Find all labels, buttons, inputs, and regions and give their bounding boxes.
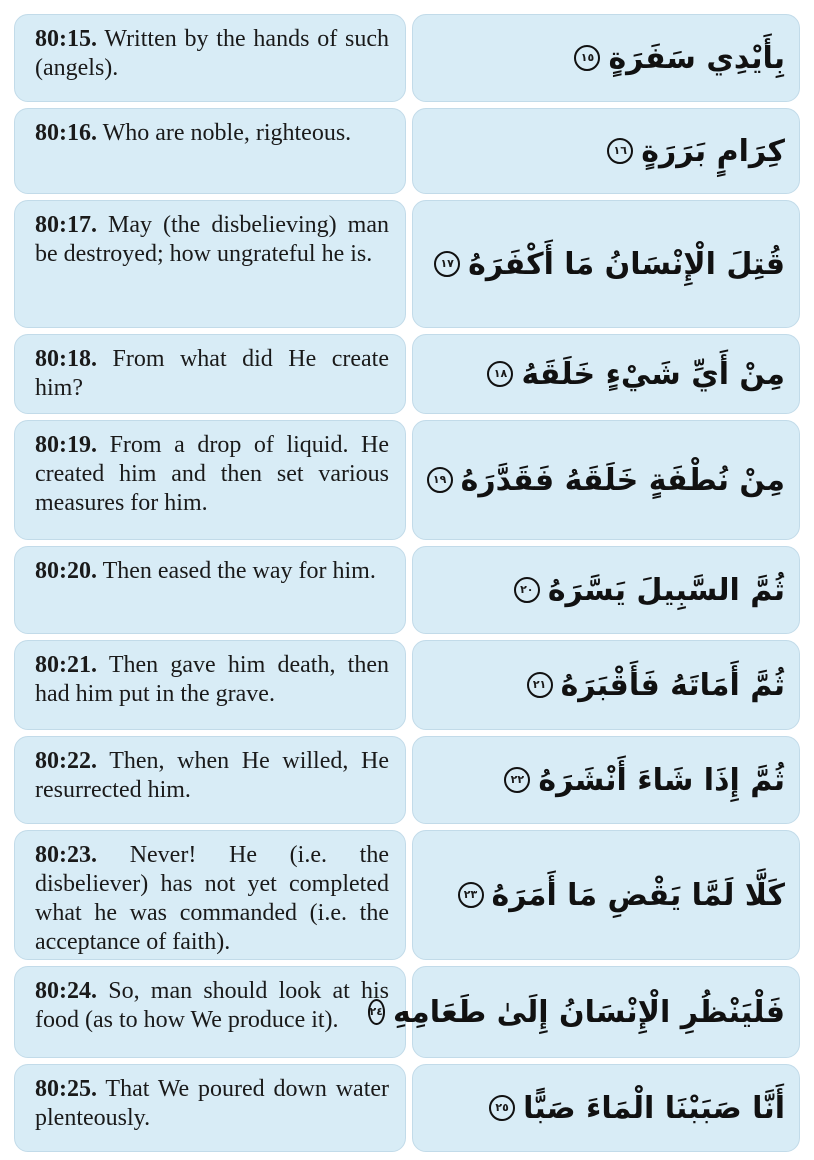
verse-english-text: May (the disbelieving) man be destroyed; how ungrateful he is.	[35, 212, 389, 267]
ayah-number-badge: ٢٥	[489, 1095, 515, 1121]
ayah-number-badge: ٢١	[527, 672, 553, 698]
verse-row	[14, 736, 800, 824]
verse-arabic	[412, 108, 800, 194]
verse-arabic-text: كَلَّا لَمَّا يَقْضِ مَا أَمَرَهُ	[491, 877, 785, 913]
verse-reference: 80:17.	[35, 212, 97, 238]
verse-arabic-text: كِرَامٍ بَرَرَةٍ	[641, 133, 785, 169]
verse-reference: 80:23.	[35, 842, 97, 868]
ayah-number-badge: ١٩	[427, 467, 453, 493]
verse-reference: 80:25.	[35, 1076, 97, 1102]
verse-row	[14, 200, 800, 328]
verse-reference: 80:15.	[35, 26, 97, 52]
verse-arabic-text: ثُمَّ السَّبِيلَ يَسَّرَهُ	[547, 572, 785, 608]
verse-translation	[14, 200, 406, 328]
verse-arabic-text: بِأَيْدِي سَفَرَةٍ	[608, 40, 785, 76]
verse-translation	[14, 420, 406, 540]
ayah-number-badge: ٢٣	[458, 882, 484, 908]
verse-row	[14, 966, 800, 1058]
verse-translation	[14, 108, 406, 194]
verse-row	[14, 546, 800, 634]
verse-english-text: Written by the hands of such (angels).	[35, 26, 389, 81]
verse-reference: 80:21.	[35, 652, 97, 678]
verse-row	[14, 640, 800, 730]
ayah-number-badge: ١٥	[574, 45, 600, 71]
verse-english-text: From a drop of liquid. He created him and then set various measures for him.	[35, 432, 389, 516]
verse-row	[14, 1064, 800, 1152]
verse-translation	[14, 736, 406, 824]
verse-row	[14, 420, 800, 540]
verse-english-text: So, man should look at his food (as to how We produce it).	[35, 978, 390, 1033]
verse-arabic-text: فَلْيَنْظُرِ الْإِنْسَانُ إِلَىٰ طَعَامِهِ	[392, 994, 785, 1030]
ayah-number-badge: ١٧	[434, 251, 460, 277]
verse-arabic-text: مِنْ أَيِّ شَيْءٍ خَلَقَهُ	[521, 356, 785, 392]
verse-translation	[14, 830, 406, 960]
verse-reference: 80:24.	[35, 978, 97, 1004]
verse-translation	[14, 334, 406, 414]
verse-arabic	[369, 966, 800, 1058]
verse-row	[14, 108, 800, 194]
verse-arabic-text: أَنَّا صَبَبْنَا الْمَاءَ صَبًّا	[523, 1090, 785, 1126]
verse-arabic	[412, 546, 800, 634]
verse-arabic	[412, 640, 800, 730]
ayah-number-badge: ١٨	[487, 361, 513, 387]
verse-english-text: That We poured down water plenteously.	[35, 1076, 389, 1131]
verse-arabic	[412, 334, 800, 414]
verse-reference: 80:19.	[35, 432, 97, 458]
verse-row	[14, 830, 800, 960]
verse-arabic	[412, 830, 800, 960]
ayah-number-badge: ٢٤	[368, 999, 385, 1025]
verse-row	[14, 14, 800, 102]
verse-arabic	[412, 420, 800, 540]
verse-arabic-text: مِنْ نُطْفَةٍ خَلَقَهُ فَقَدَّرَهُ	[460, 462, 785, 498]
verse-arabic-text: ثُمَّ أَمَاتَهُ فَأَقْبَرَهُ	[560, 667, 785, 703]
verse-english-text: Who are noble, righteous.	[102, 120, 352, 146]
verse-english-text: Never! He (i.e. the disbeliever) has not yet completed what he was commanded (i.e. the acceptance of faith).	[35, 842, 389, 955]
verse-reference: 80:20.	[35, 558, 97, 584]
verse-translation	[14, 966, 406, 1058]
ayah-number-badge: ٢٢	[504, 767, 530, 793]
verse-english-text: Then gave him death, then had him put in the grave.	[35, 652, 389, 707]
verse-arabic-text: ثُمَّ إِذَا شَاءَ أَنْشَرَهُ	[538, 762, 785, 798]
verse-translation	[14, 14, 406, 102]
verse-english-text: Then, when He willed, He resurrected him.	[35, 748, 389, 803]
verse-arabic	[412, 736, 800, 824]
verse-arabic-text: قُتِلَ الْإِنْسَانُ مَا أَكْفَرَهُ	[468, 246, 785, 282]
verse-english-text: Then eased the way for him.	[102, 558, 376, 584]
verse-reference: 80:18.	[35, 346, 97, 372]
verse-arabic	[412, 200, 800, 328]
verse-row	[14, 334, 800, 414]
verse-translation	[14, 640, 406, 730]
verse-translation	[14, 1064, 406, 1152]
ayah-number-badge: ١٦	[607, 138, 633, 164]
verse-arabic	[412, 1064, 800, 1152]
verse-reference: 80:22.	[35, 748, 97, 774]
verse-english-text: From what did He create him?	[35, 346, 389, 401]
verse-arabic	[412, 14, 800, 102]
verse-translation	[14, 546, 406, 634]
verse-reference: 80:16.	[35, 120, 97, 146]
ayah-number-badge: ٢٠	[514, 577, 540, 603]
